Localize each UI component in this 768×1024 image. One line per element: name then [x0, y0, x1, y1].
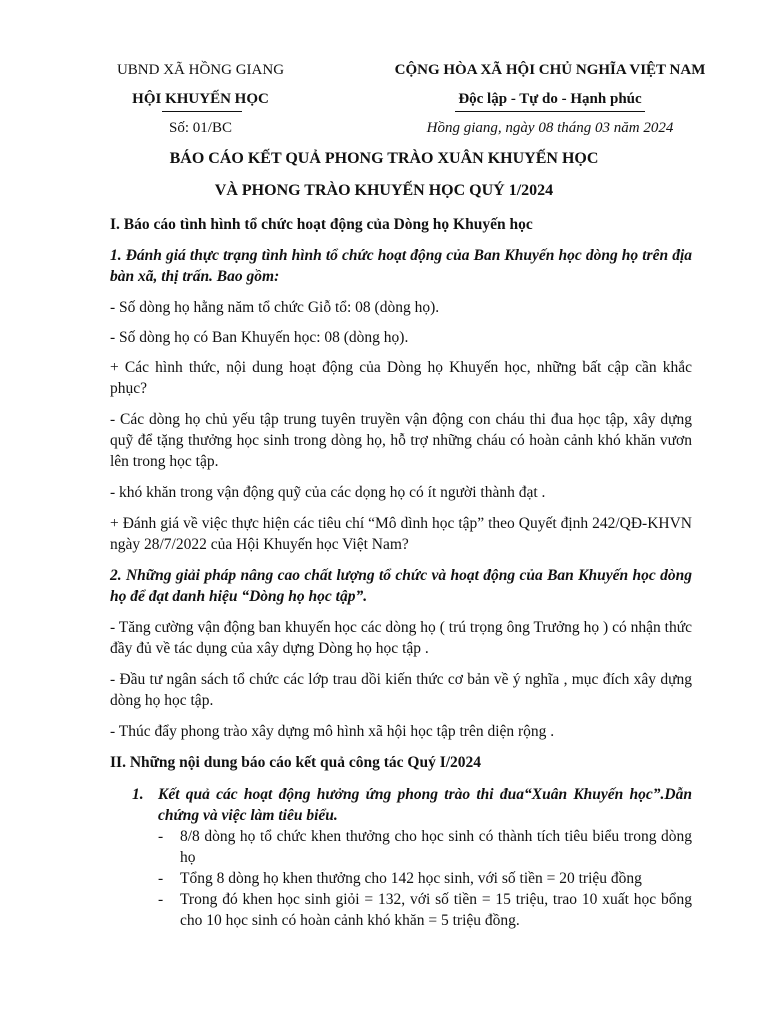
motto-underline	[455, 111, 645, 112]
paragraph-study-boards: - Số dòng họ có Ban Khuyến học: 08 (dòng họ).	[110, 329, 409, 346]
list-item	[110, 826, 692, 868]
national-title: CỘNG HÒA XÃ HỘI CHỦ NGHĨA VIỆT NAM	[394, 62, 706, 78]
report-title-line1: BÁO CÁO KẾT QUẢ PHONG TRÀO XUÂN KHUYẾN HỌC	[169, 150, 599, 167]
place-date: Hồng giang, ngày 08 tháng 03 năm 2024	[426, 120, 674, 136]
organization-name: HỘI KHUYẾN HỌC	[132, 91, 269, 107]
paragraph-solution-1: - Tăng cường vận động ban khuyến học các dòng họ ( trú trọng ông Trưởng họ ) có nhận thức đầy đủ về tác dụng của xây dựng Dòng họ học tập .	[110, 619, 692, 657]
document-number: Số: 01/BC	[169, 120, 232, 136]
agency-name: UBND XÃ HỒNG GIANG	[116, 62, 285, 78]
paragraph-solution-3: - Thúc đẩy phong trào xây dựng mô hình xã hội học tập trên diện rộng .	[110, 723, 555, 740]
paragraph-criteria-evaluation: + Đánh giá về việc thực hiện các tiêu chí “Mô dình học tập” theo Quyết định 242/QĐ-KHVN ngày 28/7/2022 của Hội Khuyến học Việt Nam?	[110, 515, 692, 553]
paragraph-forms-content: + Các hình thức, nội dung hoạt động của Dòng họ Khuyến học, những bất cập cần khắc phục?	[110, 359, 692, 397]
list-item	[110, 868, 692, 889]
list-item-text: 8/8 dòng họ tổ chức khen thưởng cho học sinh có thành tích tiêu biểu trong dòng họ	[180, 828, 692, 866]
numbered-item-1-text: Kết quả các hoạt động hưởng ứng phong trào thi đua“Xuân Khuyến học”.Dẫn chứng và việc làm tiêu biểu.	[158, 786, 692, 824]
bullet-dash: -	[158, 828, 164, 845]
numbered-item-1	[110, 784, 692, 826]
section-2-list	[110, 784, 692, 931]
section-2-heading: II. Những nội dung báo cáo kết quả công tác Quý I/2024	[110, 754, 482, 771]
report-title-line2: VÀ PHONG TRÀO KHUYẾN HỌC QUÝ 1/2024	[214, 182, 554, 199]
subsection-1-2-heading: 2. Những giải pháp nâng cao chất lượng tổ chức và hoạt động của Ban Khuyến học dòng họ để đạt danh hiệu “Dòng họ học tập”.	[110, 567, 692, 605]
paragraph-ancestor-rites: - Số dòng họ hằng năm tổ chức Giỗ tổ: 08 (dòng họ).	[110, 299, 440, 316]
section-1-heading: I. Báo cáo tình hình tổ chức hoạt động của Dòng họ Khuyến học	[110, 216, 533, 233]
bullet-dash: -	[158, 891, 164, 908]
paragraph-main-activities: - Các dòng họ chủ yếu tập trung tuyên truyền vận động con cháu thi đua học tập, xây dựng quỹ để tặng thưởng học sinh trong dòng họ, hỗ trợ những cháu có hoàn cảnh khó khăn vươn lên trong học tập.	[110, 411, 692, 470]
organization-underline	[162, 111, 242, 112]
numbered-item-1-marker: 1.	[132, 786, 144, 803]
national-motto: Độc lập - Tự do - Hạnh phúc	[458, 91, 642, 107]
section-1-body	[110, 214, 692, 783]
paragraph-solution-2: - Đầu tư ngân sách tổ chức các lớp trau dồi kiến thức cơ bản về ý nghĩa , mục đích xây dựng dòng họ học tập.	[110, 671, 692, 709]
list-item-text: Tổng 8 dòng họ khen thưởng cho 142 học sinh, với số tiền = 20 triệu đồng	[180, 870, 642, 887]
list-item-text: Trong đó khen học sinh giỏi = 132, với số tiền = 15 triệu, trao 10 xuất học bổng cho 10 học sinh có hoàn cảnh khó khăn = 5 triệu đồng.	[180, 891, 692, 929]
bullet-dash: -	[158, 870, 164, 887]
subsection-1-1-heading: 1. Đánh giá thực trạng tình hình tổ chức hoạt động của Ban Khuyến học dòng họ trên địa bàn xã, thị trấn. Bao gồm:	[110, 247, 692, 285]
list-item	[110, 889, 692, 931]
paragraph-difficulties: - khó khăn trong vận động quỹ của các dọng họ có ít người thành đạt .	[110, 484, 546, 501]
